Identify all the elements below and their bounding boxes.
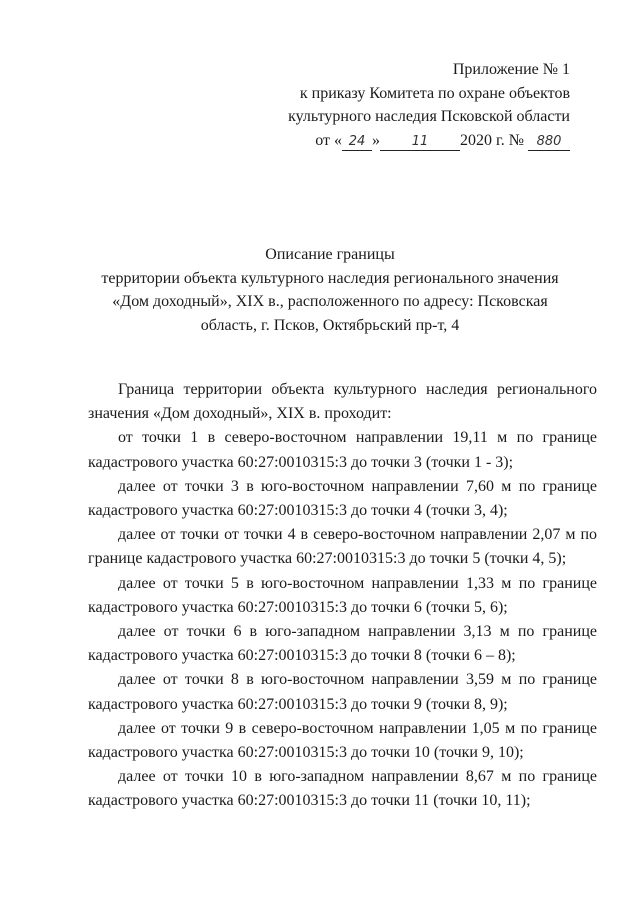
appendix-date-line [288, 129, 570, 153]
handwritten-order-number: 880 [528, 134, 570, 151]
title-line-3: «Дом доходный», XIX в., расположенного по адресу: Псковская [112, 293, 548, 310]
appendix-number: Приложение № 1 [452, 61, 570, 78]
title-line-4: область, г. Псков, Октябрьский пр-т, 4 [200, 316, 460, 334]
appendix-committee-line: культурного наследия Псковской области [288, 108, 570, 125]
paragraph-segment-3-4: далее от точки 3 в юго-восточном направлении 7,60 м по границе кадастрового участка 60:27:0010315:3 до точки 4 (точки 3, 4); [88, 477, 597, 520]
appendix-order-line: к приказу Комитета по охране объектов [299, 84, 570, 102]
handwritten-day: 24 [342, 134, 372, 151]
title-line-2: территории объекта культурного наследия регионального значения [101, 269, 559, 287]
date-prefix: от « [315, 131, 342, 149]
handwritten-month: 11 [380, 134, 460, 151]
date-mid: » [371, 131, 380, 149]
paragraph-segment-8-9: далее от точки 8 в юго-восточном направлении 3,59 м по границе кадастрового участка 60:27:0010315:3 до точки 9 (точки 8, 9); [88, 671, 597, 713]
paragraph-segment-1-3: от точки 1 в северо-восточном направлении 19,11 м по границе кадастрового участка 60:27:0010315:3 до точки 3 (точки 1 - 3); [88, 429, 597, 471]
paragraph-intro: Граница территории объекта культурного наследия регионального значения «Дом доходный», XIX в. проходит: [88, 381, 597, 423]
document-title [60, 243, 600, 337]
paragraph-segment-10-11: далее от точки 10 в юго-западном направлении 8,67 м по границе кадастрового участка 60:27:0010315:3 до точки 11 (точки 10, 11); [88, 768, 597, 810]
appendix-header [288, 58, 570, 152]
paragraph-segment-5-6: далее от точки 5 в юго-восточном направлении 1,33 м по границе кадастрового участка 60:27:0010315:3 до точки 6 (точки 5, 6); [88, 574, 597, 616]
document-body [88, 378, 597, 814]
paragraph-segment-9-10: далее от точки 9 в северо-восточном направлении 1,05 м по границе кадастрового участка 60:27:0010315:3 до точки 10 (точки 9, 10); [88, 719, 597, 762]
paragraph-segment-4-5: далее от точки от точки 4 в северо-восточном направлении 2,07 м по границе кадастрового участка 60:27:0010315:3 до точки 5 (точки 4, 5); [88, 526, 597, 568]
date-year: 2020 г. № [459, 131, 524, 149]
paragraph-segment-6-8: далее от точки 6 в юго-западном направлении 3,13 м по границе кадастрового участка 60:27:0010315:3 до точки 8 (точки 6 – 8); [88, 623, 597, 665]
title-line-1: Описание границы [265, 246, 395, 263]
